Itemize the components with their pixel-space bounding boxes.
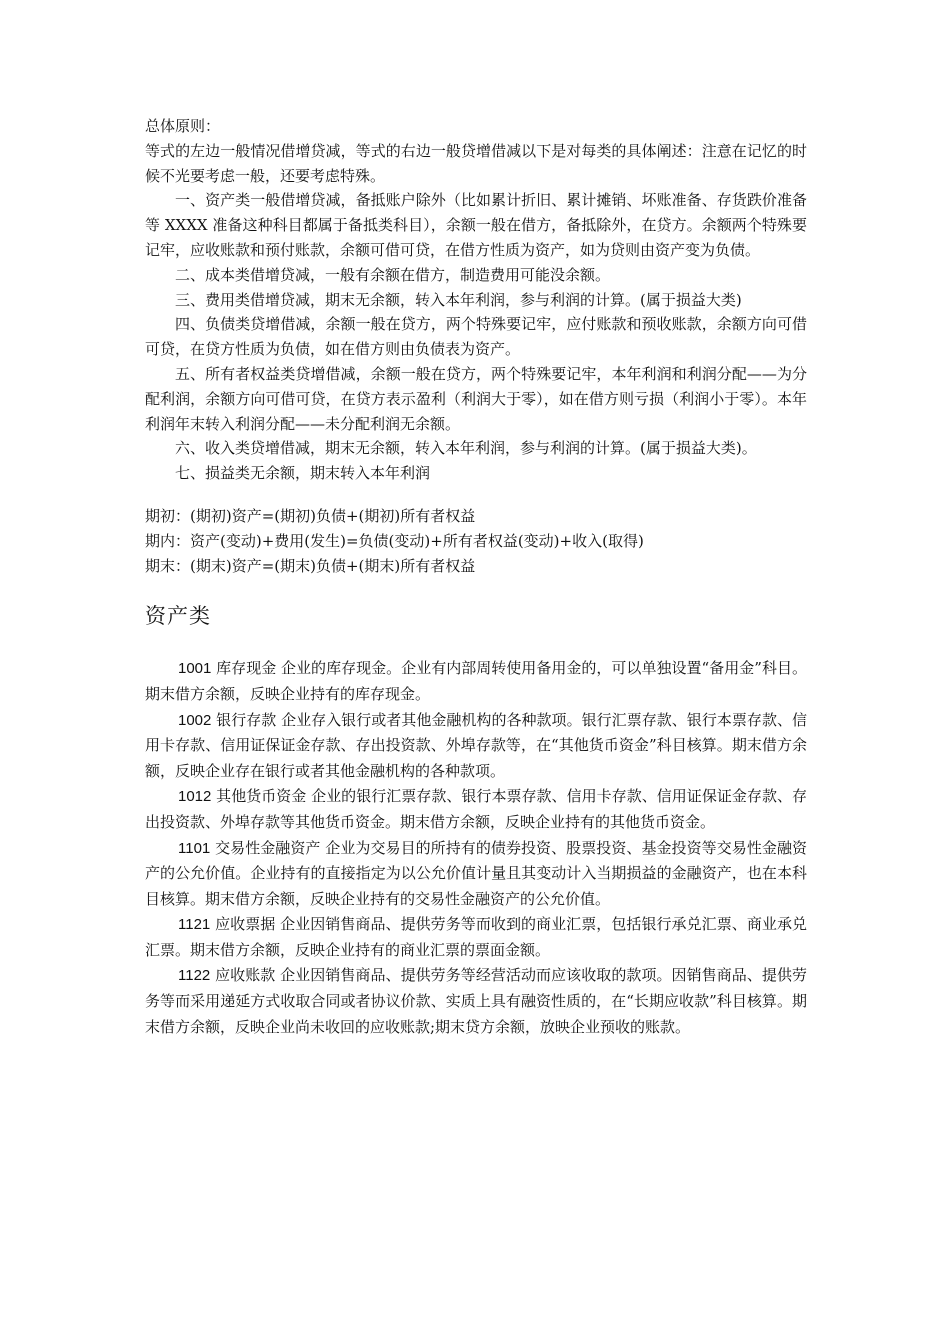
account-entry <box>145 708 807 785</box>
account-entry <box>145 912 807 963</box>
account-description: 库存现金 企业的库存现金。企业有内部周转使用备用金的，可以单独设置“备用金”科目。期末借方余额，反映企业持有的库存现金。 <box>145 659 807 703</box>
rule-equity: 五、所有者权益类贷增借减，余额一般在贷方，两个特殊要记牢，本年利润和利润分配——为分配利润，余额方向可借可贷，在贷方表示盈利（利润大于零），如在借方则亏损（利润小于零）。本年利润年末转入利润分配——未分配利润无余额。 <box>145 364 807 433</box>
account-entry <box>145 784 807 835</box>
intro-paragraph: 等式的左边一般情况借增贷减，等式的右边一般贷增借减以下是对每类的具体阐述：注意在记忆的时候不光要考虑一般，还要考虑特殊。 <box>145 141 807 185</box>
rule-income: 六、收入类贷增借减，期末无余额，转入本年利润，参与利润的计算。(属于损益大类)。 <box>175 439 757 458</box>
section-heading: 资产类 <box>145 604 211 629</box>
rule-assets: 一、资产类一般借增贷减，备抵账户除外（比如累计折旧、累计摊销、坏账准备、存货跌价准备等 XXXX 准备这种科目都属于备抵类科目），余额一般在借方，备抵除外，在贷方。余额两个特殊要记牢，应收账款和预付账款，余额可借可贷，在借方性质为资产，如为贷则由资产变为负债。 <box>145 191 807 259</box>
rule-expenses: 三、费用类借增贷减，期末无余额，转入本年利润，参与利润的计算。(属于损益大类) <box>175 290 742 309</box>
account-description: 其他货币资金 企业的银行汇票存款、银行本票存款、信用卡存款、信用证保证金存款、存出投资款、外埠存款等其他货币资金。期末借方余额，反映企业持有的其他货币资金。 <box>145 787 807 831</box>
accounting-equations <box>145 504 807 578</box>
account-description: 银行存款 企业存入银行或者其他金融机构的各种款项。银行汇票存款、银行本票存款、信用卡存款、信用证保证金存款、存出投资款、外埠存款等，在“其他货币资金”科目核算。期末借方余额，反映企业存在银行或者其他金融机构的各种款项。 <box>145 710 807 780</box>
equation-opening: 期初：(期初)资产=(期初)负债+(期初)所有者权益 <box>145 506 476 525</box>
equation-closing: 期末：(期末)资产=(期末)负债+(期末)所有者权益 <box>145 556 476 575</box>
account-entries <box>145 656 807 1040</box>
account-description: 应收账款 企业因销售商品、提供劳务等经营活动而应该收取的款项。因销售商品、提供劳务等而采用递延方式收取合同或者协议价款、实质上具有融资性质的，在“长期应收款”科目核算。期末借方余额，反映企业尚未收回的应收账款;期末贷方余额，放映企业预收的账款。 <box>145 966 807 1036</box>
account-code: 1121 <box>178 916 211 934</box>
account-code: 1012 <box>178 788 212 806</box>
rule-profit-loss: 七、损益类无余额，期末转入本年利润 <box>175 464 431 483</box>
account-code: 1001 <box>178 660 212 678</box>
account-entry <box>145 656 807 707</box>
document-page <box>145 114 807 1040</box>
rule-liabilities: 四、负债类贷增借减，余额一般在贷方，两个特殊要记牢，应付账款和预收账款，余额方向可借可贷，在贷方性质为负债，如在借方则由负债表为资产。 <box>145 315 807 359</box>
account-entry <box>145 963 807 1040</box>
account-code: 1101 <box>178 839 211 857</box>
account-entry <box>145 836 807 913</box>
intro-title: 总体原则： <box>145 117 221 135</box>
equation-period: 期内：资产(变动)+费用(发生)=负债(变动)+所有者权益(变动)+收入(取得) <box>145 531 644 550</box>
account-code: 1002 <box>178 711 212 729</box>
account-code: 1122 <box>178 967 211 985</box>
account-description: 交易性金融资产 企业为交易目的所持有的债券投资、股票投资、基金投资等交易性金融资产的公允价值。企业持有的直接指定为以公允价值计量且其变动计入当期损益的金融资产，也在本科目核算。期末借方余额，反映企业持有的交易性金融资产的公允价值。 <box>145 838 807 908</box>
rule-costs: 二、成本类借增贷减，一般有余额在借方，制造费用可能没余额。 <box>175 265 611 284</box>
rules-list <box>145 188 807 486</box>
account-description: 应收票据 企业因销售商品、提供劳务等而收到的商业汇票，包括银行承兑汇票、商业承兑汇票。期末借方余额，反映企业持有的商业汇票的票面金额。 <box>145 915 807 959</box>
